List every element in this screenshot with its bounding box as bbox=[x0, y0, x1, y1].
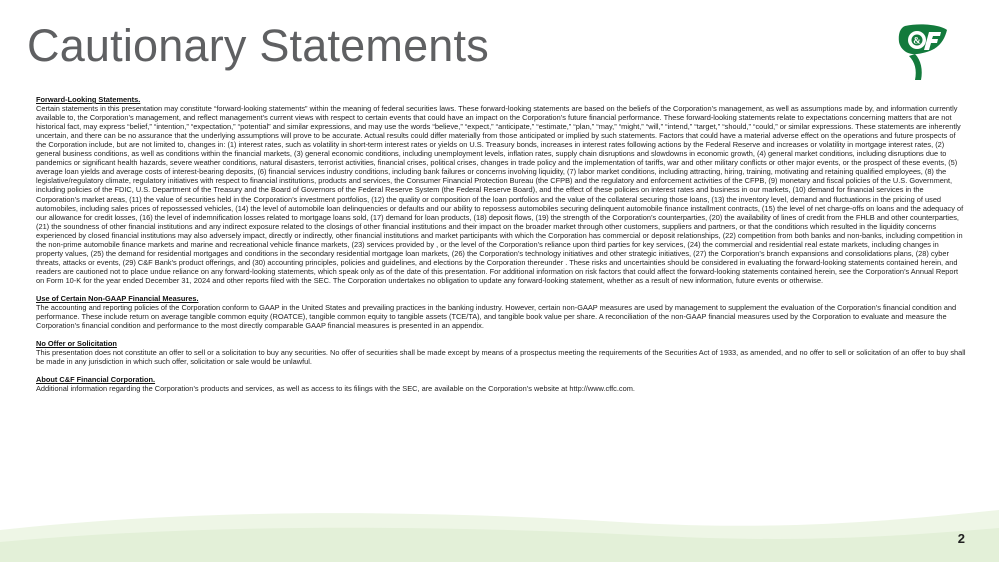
footer-wave-decoration bbox=[0, 500, 999, 562]
section-about bbox=[36, 375, 966, 393]
page-title: Cautionary Statements bbox=[27, 20, 489, 71]
section-non-gaap bbox=[36, 294, 966, 330]
section-no-offer bbox=[36, 339, 966, 366]
disclaimer-content bbox=[36, 95, 966, 402]
section-forward-looking bbox=[36, 95, 966, 285]
section-heading: Use of Certain Non-GAAP Financial Measures. bbox=[36, 293, 199, 303]
section-body: Certain statements in this presentation may constitute “forward-looking statements” within the meaning of federal securities laws. These forward-looking statements are based on the beliefs of the Corporation’s management, as well as assumptions made by, and information currently available to, the Corporation’s management, and reflect management’s current views with respect to certain events that could have an impact on the Corporation’s future financial performance. These forward-looking statements relate to expectations concerning matters that are not historical fact, may express “belief,” “intention,” “expectation,” “potential” and similar expressions, and may use the words “believe,” “expect,” “anticipate,” “estimate,” “plan,” “may,” “might,” “will,” “intend,” “target,” “should,” “could,” or similar expressions. These statements are inherently uncertain, and there can be no assurance that the underlying assumptions will prove to be accurate. Actual results could differ materially from those anticipated or implied by such statements. Factors that could have a material adverse effect on the operations and future prospects of the Corporation include, but are not limited to, changes in: (1) interest rates, such as volatility in short-term interest rates or yields on U.S. Treasury bonds, increases in interest rates following actions by the Federal Reserve and increases or volatility in mortgage interest rates, (2) general business conditions, as well as conditions within the financial markets, (3) general economic conditions, including unemployment levels, inflation rates, supply chain disruptions and slowdowns in economic growth, (4) general market conditions, including disruptions due to pandemics or significant health hazards, severe weather conditions, natural disasters, terrorist activities, financial crises, political crises, changes in trade policy and the implementation of tariffs, war and other military conflicts or other major events, or the prospect of these events, (5) average loan yields and average costs of interest-bearing deposits, (6) financial services industry conditions, including bank failures or concerns involving liquidity, (7) labor market conditions, including attracting, hiring, training, motivating and retaining qualified employees, (8) the legislative/regulatory climate, regulatory initiatives with respect to financial institutions, products and services, the Consumer Financial Protection Bureau (the CFPB) and the regulatory and enforcement activities of the CFPB, (9) monetary and fiscal policies of the U.S. Government, including policies of the FDIC, U.S. Department of the Treasury and the Board of Governors of the Federal Reserve System (the Federal Reserve Board), and the effect of these policies on interest rates and business in our markets, (10) demand for financial services in the Corporation’s market areas, (11) the value of securities held in the Corporation’s investment portfolios, (12) the quality or composition of the loan portfolios and the value of the collateral securing those loans, (13) the inventory level, demand and fluctuations in the pricing of used automobiles, including sales prices of repossessed vehicles, (14) the level of automobile loan delinquencies or defaults and our ability to repossess automobiles securing delinquent automobile finance installment contracts, (15) the level of net charge-offs on loans and the adequacy of our allowance for credit losses, (16) the level of indemnification losses related to mortgage loans sold, (17) demand for loan products, (18) deposit flows, (19) the strength of the Corporation’s counterparties, (20) the availability of lines of credit from the FHLB and other counterparties, (21) the soundness of other financial institutions and any indirect exposure related to the closings of other financial institutions and their impact on the broader market through other customers, suppliers and partners, or that the conditions which resulted in the liquidity concerns experienced by closed financial institutions may also adversely impact, directly or indirectly, other financial institutions and market participants with which the Corporation has commercial or deposit relationships, (22) competition from both banks and non-banks, including competition in the non-prime automobile finance markets and marine and recreational vehicle finance markets, (23) services provided by , or the level of the Corporation’s reliance upon third parties for key services, (24) the commercial and residential real estate markets, including changes in property values, (25) the demand for residential mortgages and conditions in the secondary residential mortgage loan markets, (26) the Corporation’s technology initiatives and other strategic initiatives, (27) the Corporation’s branch expansions and consolidations plans, (28) cyber threats, attacks or events, (29) C&F Bank’s product offerings, and (30) accounting principles, policies and guidelines, and elections by the Corporation thereunder . These risks and uncertainties should be considered in evaluating the forward-looking statements contained herein, and readers are cautioned not to place undue reliance on any forward-looking statements, which speak only as of the date of this presentation. For additional information on risk factors that could affect the forward-looking statements contained herein, see the Corporation’s Annual Report on Form 10-K for the year ended December 31, 2024 and other reports filed with the SEC. The Corporation undertakes no obligation to update any forward-looking statement, whether as a result of new information, future events or otherwise. bbox=[36, 104, 964, 285]
section-heading: No Offer or Solicitation bbox=[36, 339, 117, 349]
section-body: Additional information regarding the Corporation’s products and services, as well as access to its filings with the SEC, are available on the Corporation’s website at http://www.cffc.com. bbox=[36, 384, 635, 394]
page-number: 2 bbox=[957, 531, 965, 546]
section-heading: About C&F Financial Corporation. bbox=[36, 375, 156, 385]
section-heading: Forward-Looking Statements. bbox=[36, 95, 141, 104]
section-body: The accounting and reporting policies of the Corporation conform to GAAP in the United States and prevailing practices in the banking industry. However, certain non-GAAP measures are used by management to supplement the evaluation of the Corporation’s financial condition and performance. These include return on average tangible common equity (ROATCE), tangible common equity to tangible assets (TCE/TA), and tangible book value per share. A reconciliation of the non-GAAP financial measures used by the Corporation to evaluate and measure the Corporation’s financial condition and performance to the most directly comparable GAAP financial measures is presented in an appendix. bbox=[36, 303, 957, 331]
section-body: This presentation does not constitute an offer to sell or a solicitation to buy any securities. No offer of securities shall be made except by means of a prospectus meeting the requirements of the Securities Act of 1933, as amended, and no offer to sell or solicitation of an offer to buy shall be made in any jurisdiction in which such offer, solicitation or sale would be unlawful. bbox=[36, 348, 966, 367]
svg-text:&: & bbox=[913, 35, 921, 46]
cf-logo-icon bbox=[893, 20, 953, 82]
